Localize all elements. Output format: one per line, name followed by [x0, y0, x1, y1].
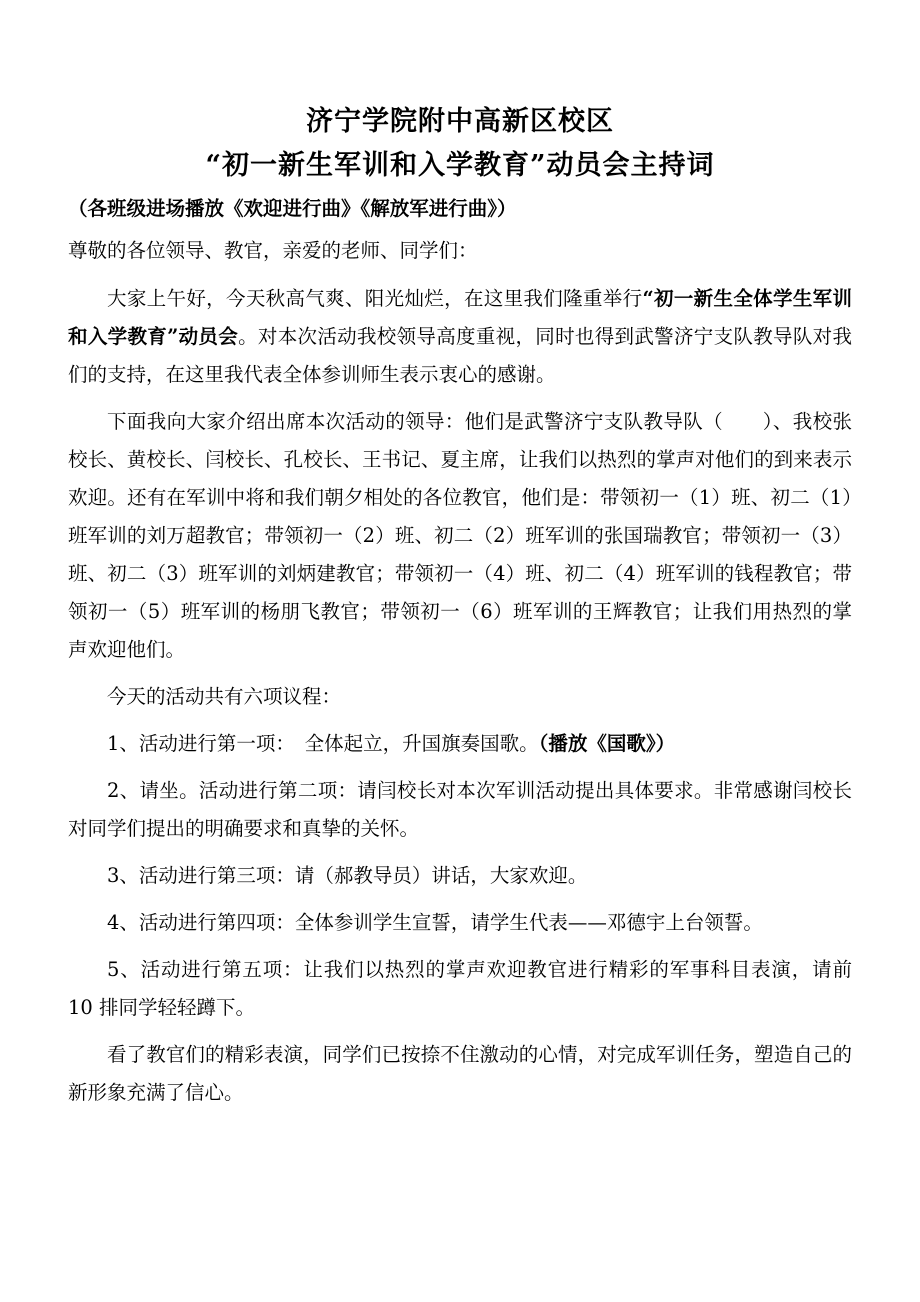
paragraph-opening [68, 280, 852, 394]
agenda-item-2: 2、请坐。活动进行第二项：请闫校长对本次军训活动提出具体要求。非常感谢闫校长对同学们提出的明确要求和真挚的关怀。 [68, 779, 852, 840]
document-title: 济宁学院附中高新区校区 [306, 106, 614, 137]
agenda-item-1-text: 1、活动进行第一项： 全体起立，升国旗奏国歌。 [107, 732, 539, 755]
agenda-item-1-cue: （播放《国歌》） [538, 732, 676, 755]
greeting-line: 尊敬的各位领导、教官，亲爱的老师、同学们： [68, 239, 478, 262]
document-page [68, 100, 852, 1112]
event-name-bold: “初一新生全体学生军训和入学教育”动员会 [68, 287, 852, 348]
opening-text-c: 。对本次活动我校领导高度重视，同时也得到武警济宁支队教导队对我们的支持，在这里我代表全体参训师生表示衷心的感谢。 [68, 325, 852, 386]
opening-text-a: 大家上午好，今天秋高气爽、阳光灿烂，在这里我们隆重举行 [107, 287, 643, 310]
agenda-item-5: 5、活动进行第五项：让我们以热烈的掌声欢迎教官进行精彩的军事科目表演，请前 10 排同学轻轻蹲下。 [68, 958, 852, 1019]
document-subtitle: “初一新生军训和入学教育”动员会主持词 [205, 150, 715, 181]
paragraph-after-demo: 看了教官们的精彩表演，同学们已按捺不住激动的心情，对完成军训任务，塑造自己的新形象充满了信心。 [68, 1043, 852, 1104]
agenda-item-1 [68, 725, 852, 763]
paragraph-introductions: 下面我向大家介绍出席本次活动的领导：他们是武警济宁支队教导队（ ）、我校张校长、黄校长、闫校长、孔校长、王书记、夏主席，让我们以热烈的掌声对他们的到来表示欢迎。还有在军训中将和我们朝夕相处的各位教官，他们是：带领初一（1）班、初二（1）班军训的刘万超教官；带领初一（2）班、初二（2）班军训的张国瑞教官；带领初一（3）班、初二（3）班军训的刘炳建教官；带领初一（4）班、初二（4）班军训的钱程教官；带领初一（5）班军训的杨朋飞教官；带领初一（6）班军训的王辉教官；让我们用热烈的掌声欢迎他们。 [68, 410, 852, 661]
agenda-item-4: 4、活动进行第四项：全体参训学生宣誓，请学生代表——邓德宇上台领誓。 [107, 911, 763, 934]
stage-direction-note: （各班级进场播放《欢迎进行曲》《解放军进行曲》） [68, 197, 517, 220]
paragraph-agenda-intro: 今天的活动共有六项议程： [107, 685, 342, 708]
agenda-item-3: 3、活动进行第三项：请（郝教导员）讲话，大家欢迎。 [107, 864, 588, 887]
